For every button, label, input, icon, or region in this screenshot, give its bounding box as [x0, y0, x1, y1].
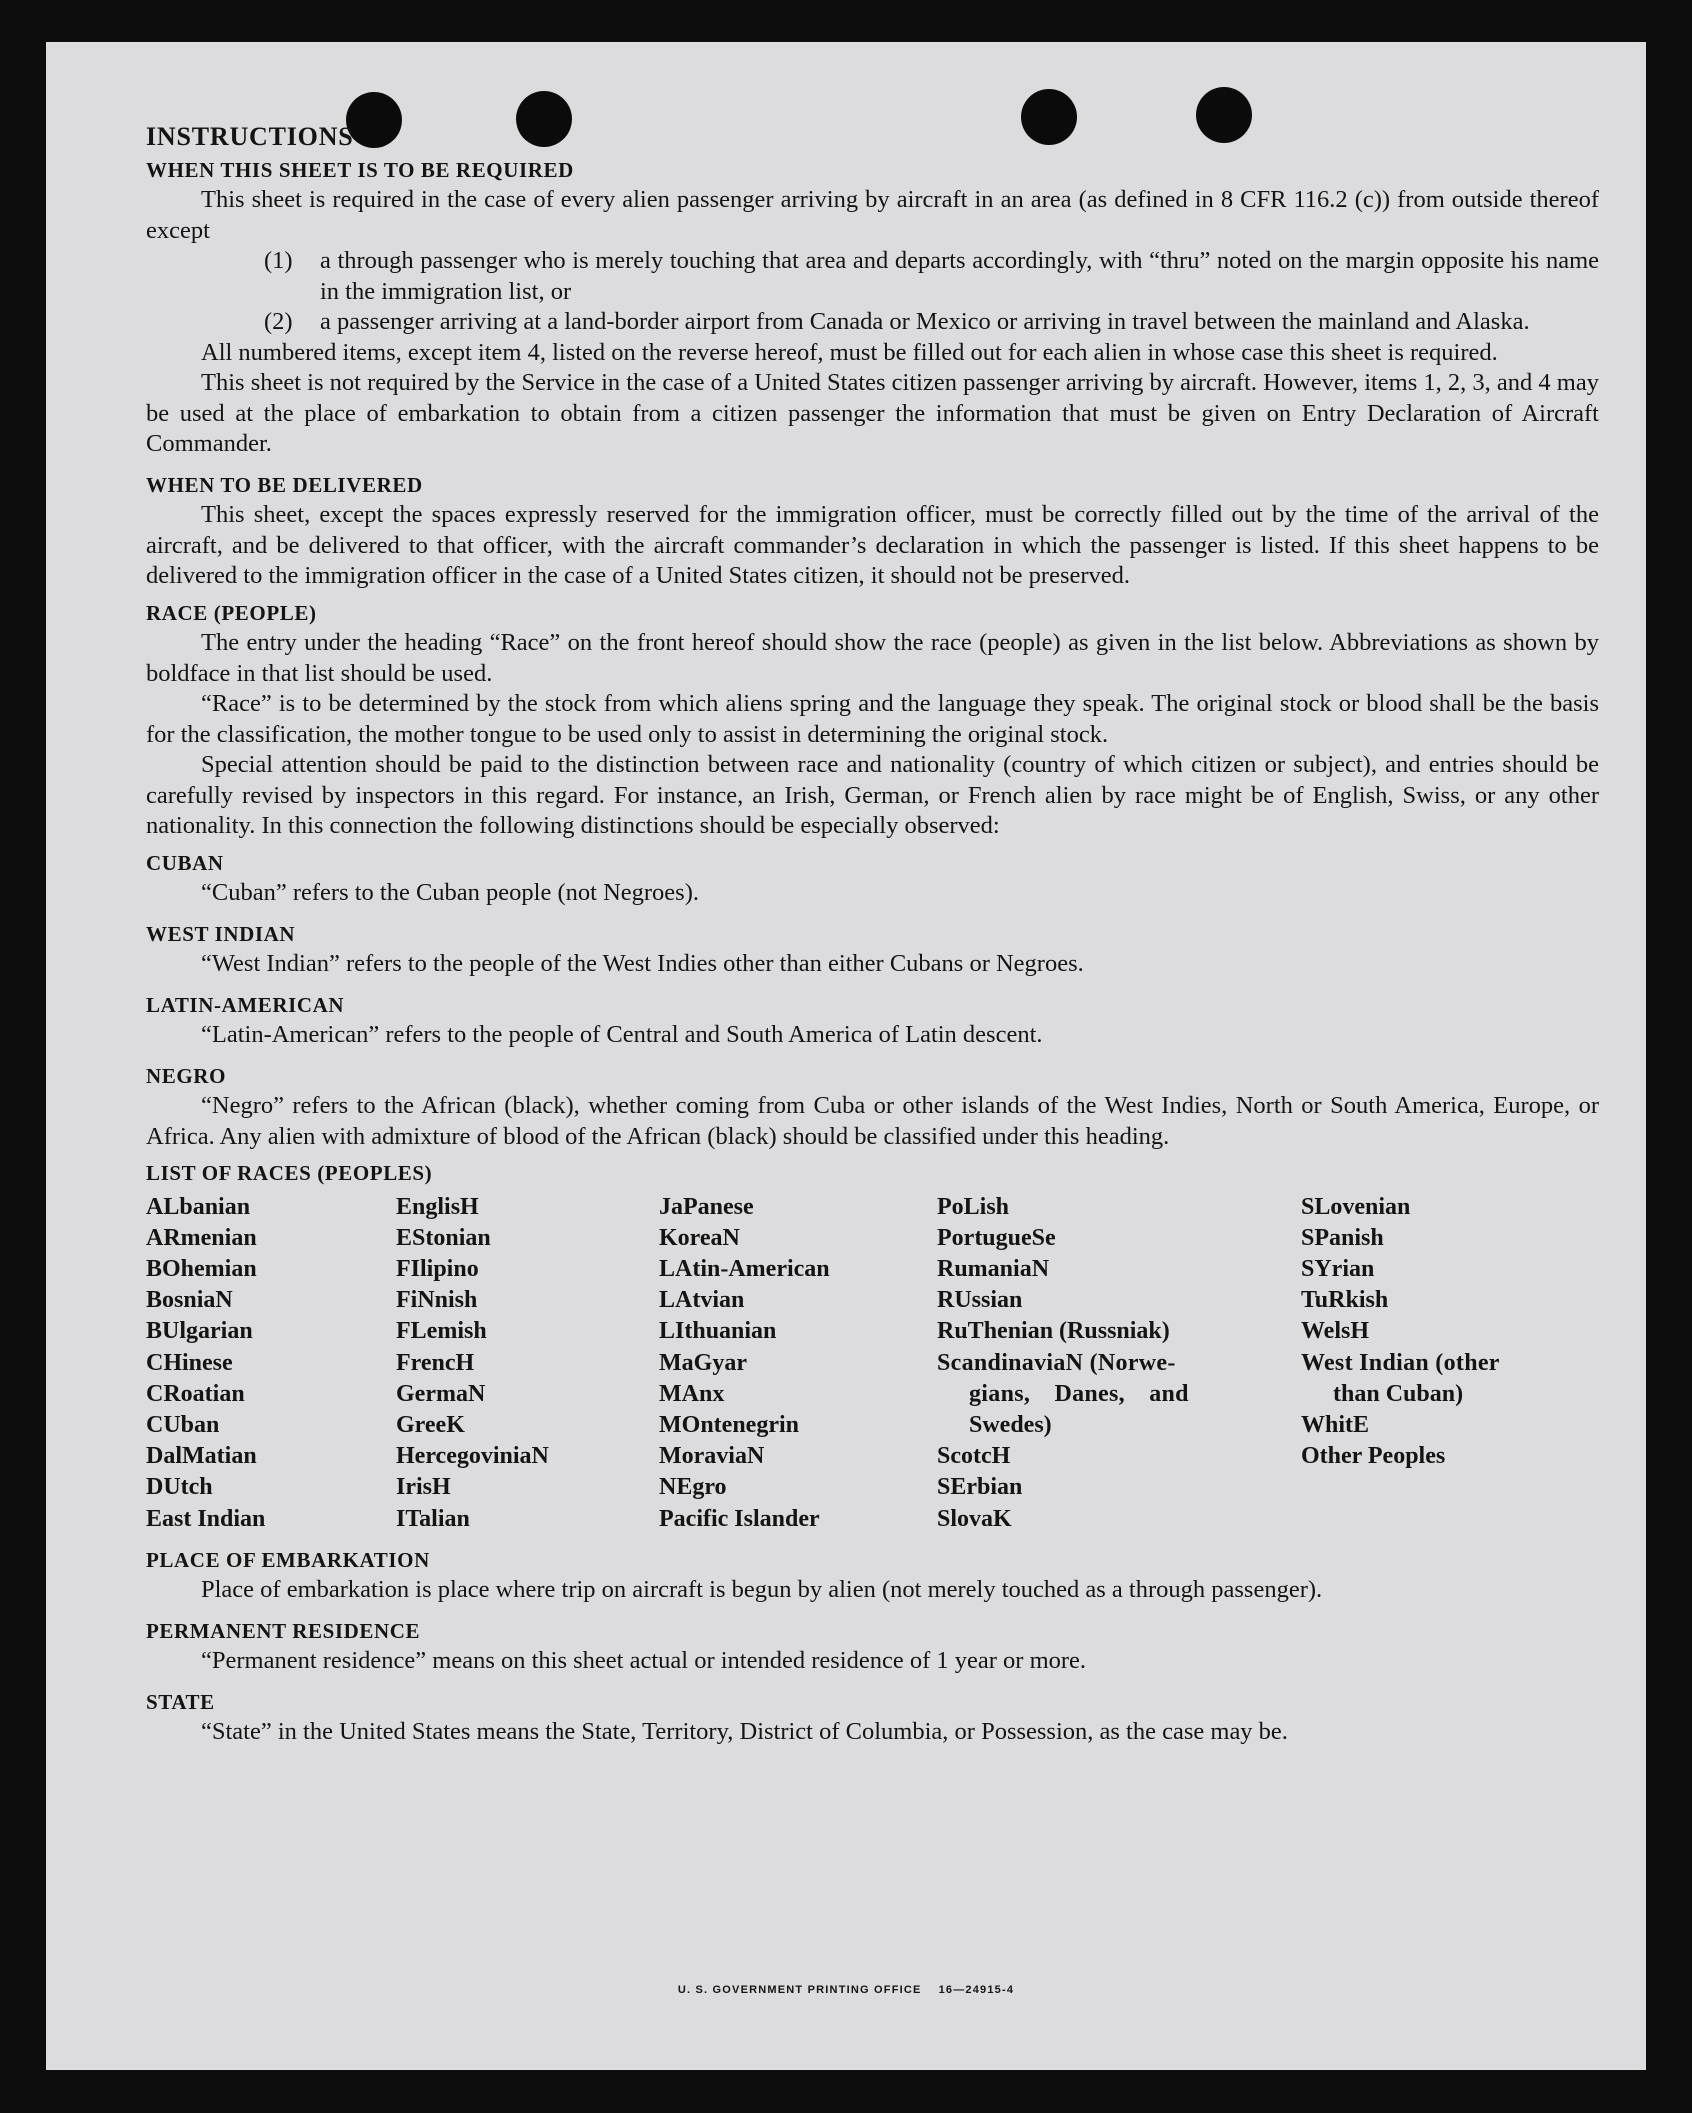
race-item: MaGyar: [659, 1349, 747, 1376]
race-item: JaPanese: [659, 1193, 754, 1220]
race-item: ScotcH: [937, 1443, 1011, 1470]
paragraph: “Permanent residence” means on this sheet actual or intended residence of 1 year or more.: [201, 1647, 1087, 1675]
race-item: PoLish: [937, 1193, 1010, 1220]
paragraph: The entry under the heading “Race” on the front hereof should show the race (people) as given in the list below. Abbreviations as shown by boldface in that list should be used.: [146, 629, 1599, 687]
heading-place-of-embarkation: PLACE OF EMBARKATION: [146, 1547, 430, 1572]
heading-race: RACE (PEOPLE): [146, 600, 317, 625]
race-item: SYrian: [1301, 1255, 1375, 1282]
race-list: [146, 1192, 1599, 1535]
race-item: PortugueSe: [937, 1224, 1056, 1251]
paragraph: This sheet, except the spaces expressly reserved for the immigration officer, must be correctly filled out by the time of the arrival of the aircraft, and be delivered to that officer, with the aircraft commander’s declaration in which the passenger is listed. If this sheet happens to be delivered to the immigration officer in the case of a United States citizen, it should not be preserved.: [146, 501, 1599, 589]
paragraph: Place of embarkation is place where trip on aircraft is begun by alien (not merely touched as a through passenger).: [201, 1576, 1323, 1604]
paragraph: “Latin-American” refers to the people of Central and South America of Latin descent.: [201, 1021, 1043, 1048]
race-item: NEgro: [659, 1474, 727, 1501]
paragraph: This sheet is not required by the Service in the case of a United States citizen passenger arriving by aircraft. However, items 1, 2, 3, and 4 may be used at the place of embarkation to obtain from a citizen passenger the information that must be given on Entry Declaration of Aircraft Commander.: [146, 369, 1599, 457]
race-column: [659, 1192, 937, 1535]
race-item: FIlipino: [396, 1255, 479, 1282]
race-item: EnglisH: [396, 1193, 479, 1220]
race-item: ARmenian: [146, 1224, 257, 1251]
race-item: WhitE: [1301, 1411, 1370, 1438]
race-item: BosniaN: [146, 1287, 233, 1314]
item-text: a through passenger who is merely touching that area and departs accordingly, with “thru” noted on the margin opposite his name in the immigration list, or: [320, 247, 1599, 305]
race-item: WelsH: [1301, 1318, 1370, 1345]
race-item: FiNnish: [396, 1287, 478, 1314]
race-column: [146, 1192, 396, 1535]
race-item: Pacific Islander: [659, 1505, 820, 1532]
race-item: ITalian: [396, 1505, 470, 1532]
race-item: LAtin-American: [659, 1255, 830, 1282]
race-item: CUban: [146, 1411, 220, 1438]
race-item: EStonian: [396, 1224, 491, 1251]
race-item: West Indian (other: [1301, 1349, 1500, 1376]
race-item: BUlgarian: [146, 1318, 253, 1345]
race-item: CHinese: [146, 1349, 233, 1376]
race-item: MoraviaN: [659, 1443, 765, 1470]
race-item: GermaN: [396, 1380, 486, 1407]
race-item: RUssian: [937, 1287, 1023, 1314]
item-number: (1): [264, 247, 293, 274]
race-column: [396, 1192, 659, 1535]
race-item: SlovaK: [937, 1505, 1012, 1532]
heading-negro: NEGRO: [146, 1063, 227, 1088]
instructions-body: [146, 122, 1599, 1748]
heading-permanent-residence: PERMANENT RESIDENCE: [146, 1618, 421, 1643]
exception-item: [146, 246, 1599, 307]
race-item: KoreaN: [659, 1224, 740, 1251]
paragraph: Special attention should be paid to the distinction between race and nationality (country of which citizen or subject), and entries should be carefully revised by inspectors in this regard. For instance, an Irish, German, or French alien by race might be of English, Swiss, or any other nationality. In this connection the following distinctions should be especially observed:: [146, 751, 1599, 839]
race-item: CRoatian: [146, 1380, 245, 1407]
paragraph: “West Indian” refers to the people of the West Indies other than either Cubans or Negroes.: [201, 950, 1084, 977]
race-item: GreeK: [396, 1411, 465, 1438]
printer-imprint: U. S. GOVERNMENT PRINTING OFFICE 16—24915-4: [677, 1984, 1015, 1996]
race-item: LIthuanian: [659, 1318, 777, 1345]
paragraph: This sheet is required in the case of every alien passenger arriving by aircraft in an area (as defined in 8 CFR 116.2 (c)) from outside thereof except: [146, 186, 1599, 244]
race-item: TuRkish: [1301, 1287, 1389, 1314]
document-page: [46, 42, 1646, 2070]
exception-item: [146, 307, 1599, 338]
heading-west-indian: WEST INDIAN: [146, 921, 296, 946]
race-column: [1301, 1192, 1599, 1535]
paragraph: All numbered items, except item 4, listed on the reverse hereof, must be filled out for each alien in whose case this sheet is required.: [201, 338, 1498, 366]
race-item: FrencH: [396, 1349, 475, 1376]
race-item: ALbanian: [146, 1193, 251, 1220]
race-item: IrisH: [396, 1474, 451, 1501]
item-text: a passenger arriving at a land-border airport from Canada or Mexico or arriving in travel between the mainland and Alaska.: [320, 308, 1530, 335]
race-item: MAnx: [659, 1380, 725, 1407]
page-title: INSTRUCTIONS: [146, 122, 354, 151]
paragraph: “Negro” refers to the African (black), whether coming from Cuba or other islands of the West Indies, North or South America, Europe, or Africa. Any alien with admixture of blood of the African (black) should be classified under this heading.: [146, 1092, 1599, 1150]
race-item: East Indian: [146, 1505, 266, 1532]
race-item: DalMatian: [146, 1443, 257, 1470]
race-item: SErbian: [937, 1474, 1023, 1501]
race-item: FLemish: [396, 1318, 487, 1345]
race-item-continued: gians, Danes, and: [969, 1380, 1189, 1407]
race-item-continued: than Cuban): [1333, 1380, 1464, 1407]
heading-when-required: WHEN THIS SHEET IS TO BE REQUIRED: [146, 157, 574, 182]
paragraph: “Cuban” refers to the Cuban people (not Negroes).: [201, 879, 699, 906]
race-item: SLovenian: [1301, 1193, 1411, 1220]
race-item: RumaniaN: [937, 1255, 1050, 1282]
race-item: ScandinaviaN (Norwe-: [937, 1349, 1176, 1376]
heading-list-of-races: LIST OF RACES (PEOPLES): [146, 1161, 433, 1185]
paragraph: “Race” is to be determined by the stock from which aliens spring and the language they speak. The original stock or blood shall be the basis for the classification, the mother tongue to be used only to assist in determining the original stock.: [146, 690, 1599, 748]
race-item: SPanish: [1301, 1224, 1384, 1251]
race-item: RuThenian (Russniak): [937, 1318, 1170, 1345]
heading-state: STATE: [146, 1689, 215, 1714]
race-item: HercegoviniaN: [396, 1443, 549, 1470]
paragraph: “State” in the United States means the State, Territory, District of Columbia, or Possession, as the case may be.: [201, 1718, 1288, 1746]
race-item: BOhemian: [146, 1255, 257, 1282]
race-item: MOntenegrin: [659, 1411, 799, 1438]
race-item-continued: Swedes): [969, 1411, 1052, 1438]
race-item: DUtch: [146, 1474, 213, 1501]
heading-when-delivered: WHEN TO BE DELIVERED: [146, 472, 423, 497]
race-item: Other Peoples: [1301, 1443, 1446, 1470]
race-item: LAtvian: [659, 1287, 745, 1314]
item-number: (2): [264, 308, 293, 335]
heading-latin-american: LATIN-AMERICAN: [146, 992, 345, 1017]
race-column: [937, 1192, 1301, 1535]
heading-cuban: CUBAN: [146, 850, 224, 875]
